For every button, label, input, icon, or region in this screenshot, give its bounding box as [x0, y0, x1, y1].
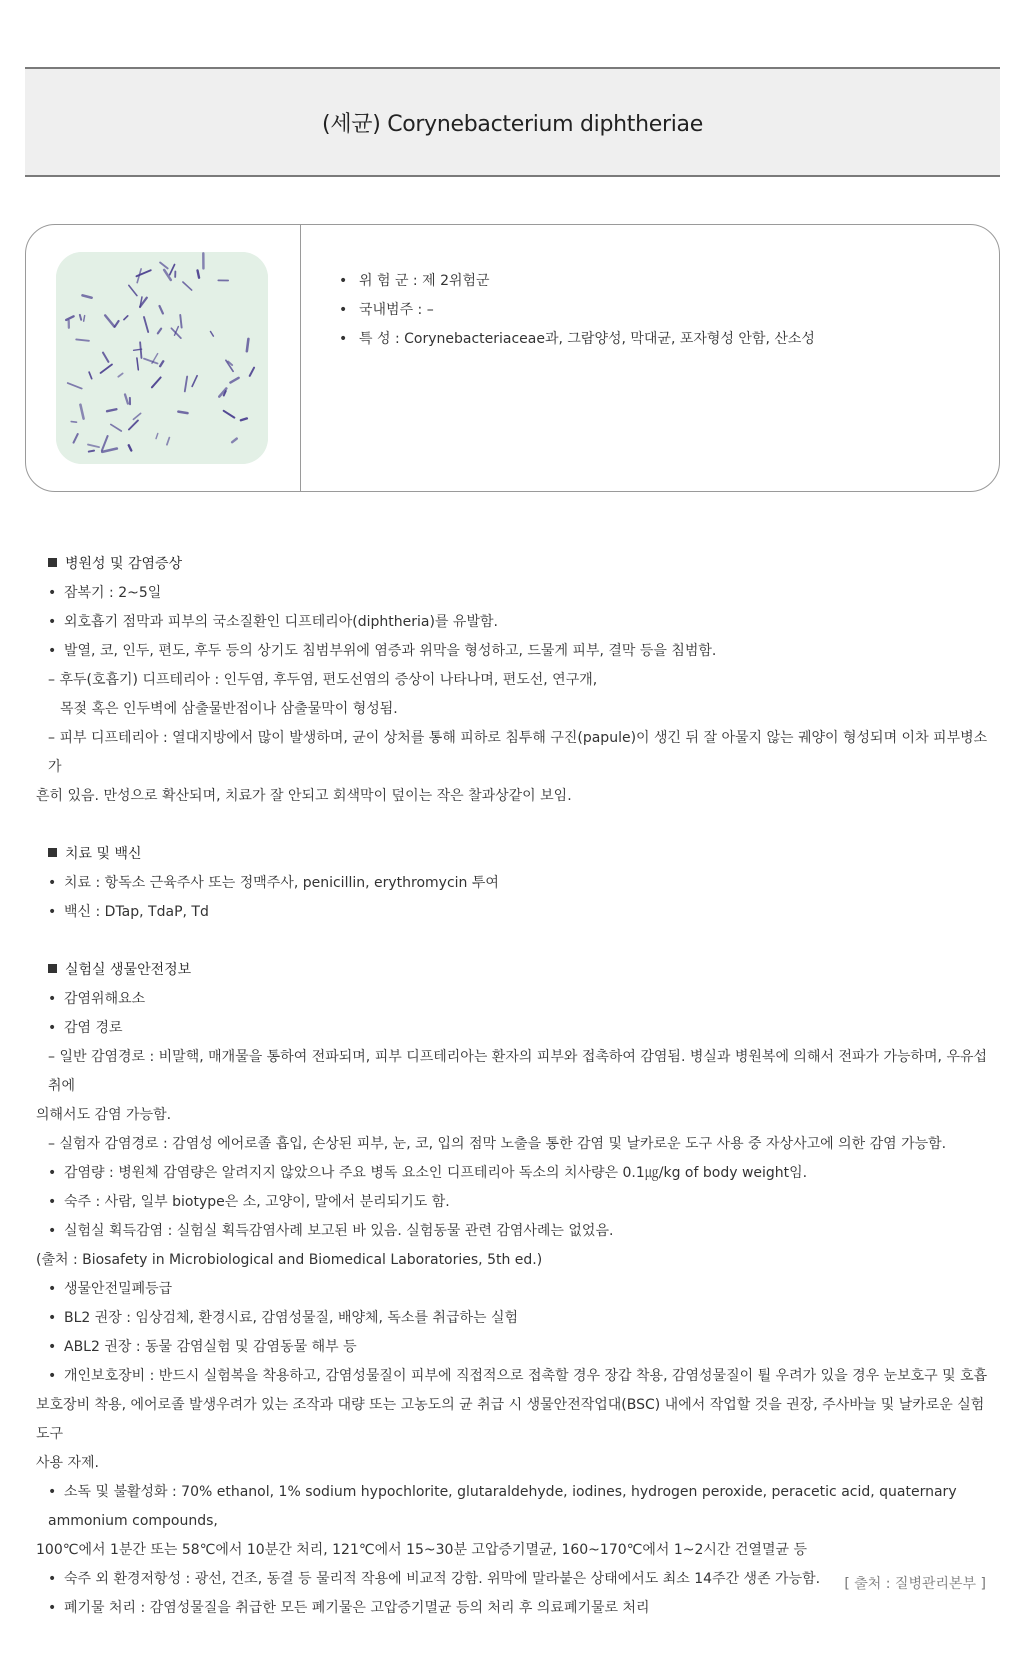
sub-item: – 일반 감염경로 : 비말핵, 매개물을 통하여 전파되며, 피부 디프테리아는 환자의 피부와 접촉하여 감염됨. 병실과 병원복에 의해서 전파가 가능하며, 우유섭취에 — [48, 1049, 988, 1094]
attr-domestic-category: • 국내범주 : – — [339, 302, 434, 318]
micrograph-image — [56, 252, 268, 464]
continuation-line: 보호장비 착용, 에어로졸 발생우려가 있는 조작과 대량 또는 고농도의 균 취급 시 생물안전작업대(BSC) 내에서 작업할 것을 권장, 주사바늘 및 날카로운 실험도구 — [36, 1397, 985, 1442]
attr-risk-group: • 위 험 군 : 제 2위험군 — [339, 273, 490, 289]
bacteria-micrograph — [56, 252, 268, 464]
list-item: • 감염량 : 병원체 감염량은 알려지지 않았으나 주요 병독 요소인 디프테리아 독소의 치사량은 0.1㎍/kg of body weight임. — [48, 1165, 808, 1181]
bacterium-rod — [198, 270, 200, 277]
list-item: • 잠복기 : 2~5일 — [48, 585, 162, 601]
attr-characteristics: • 특 성 : Corynebacteriaceae과, 그람양성, 막대균, 포자형성 안함, 산소성 — [339, 331, 815, 347]
square-bullet-icon — [48, 964, 57, 973]
list-item: • 실험실 획득감염 : 실험실 획득감염사례 보고된 바 있음. 실험동물 관련 감염사례는 없었음. — [48, 1223, 614, 1239]
bacterium-rod — [80, 315, 81, 320]
list-item: • 소독 및 불활성화 : 70% ethanol, 1% sodium hypochlorite, glutaraldehyde, iodines, hydrogen peroxide, peracetic acid, quaternary ammonium compounds, — [48, 1484, 957, 1529]
list-item: • 백신 : DTap, TdaP, Td — [48, 904, 209, 920]
sub-item: – 실험자 감염경로 : 감염성 에어로졸 흡입, 손상된 피부, 눈, 코, 입의 점막 노출을 통한 감염 및 날카로운 도구 사용 중 자상사고에 의한 감염 가능함. — [48, 1136, 947, 1152]
sub-item: – 피부 디프테리아 : 열대지방에서 많이 발생하며, 균이 상처를 통해 피하로 침투해 구진(papule)이 생긴 뒤 잘 아물지 않는 궤양이 형성되며 이차 피부병소가 — [48, 730, 988, 775]
info-card — [25, 224, 1000, 492]
section-heading-treatment: 치료 및 백신 — [48, 840, 996, 869]
list-item: • 폐기물 처리 : 감염성물질을 취급한 모든 폐기물은 고압증기멸균 등의 처리 후 의료폐기물로 처리 — [48, 1600, 650, 1616]
list-item: • 감염위해요소 — [48, 991, 146, 1007]
list-item: • ABL2 권장 : 동물 감염실험 및 감염동물 해부 등 — [48, 1339, 357, 1355]
section-heading-pathogenicity: 병원성 및 감염증상 — [48, 550, 996, 579]
square-bullet-icon — [48, 558, 57, 567]
bacterium-rod — [89, 451, 94, 452]
continuation-line: 목젖 혹은 인두벽에 삼출물반점이나 삼출물막이 형성됨. — [60, 701, 398, 717]
list-item: • 생물안전밀폐등급 — [48, 1281, 173, 1297]
title-band — [25, 67, 1000, 177]
list-item: • 개인보호장비 : 반드시 실험복을 착용하고, 감염성물질이 피부에 직접적으로 접촉할 경우 장갑 착용, 감염성물질이 튈 우려가 있을 경우 눈보호구 및 호흡 — [48, 1368, 988, 1384]
list-item: • 외호흡기 점막과 피부의 국소질환인 디프테리아(diphtheria)를 유발함. — [48, 614, 498, 630]
continuation-line: 100℃에서 1분간 또는 58℃에서 10분간 처리, 121℃에서 15~30분 고압증기멸균, 160~170℃에서 1~2시간 건열멸균 등 — [36, 1542, 807, 1558]
list-item: • 숙주 : 사람, 일부 biotype은 소, 고양이, 말에서 분리되기도 함. — [48, 1194, 450, 1210]
square-bullet-icon — [48, 848, 57, 857]
card-divider — [300, 225, 301, 491]
section-heading-biosafety: 실험실 생물안전정보 — [48, 956, 996, 985]
list-item: • 감염 경로 — [48, 1020, 123, 1036]
citation-line: (출처 : Biosafety in Microbiological and Biomedical Laboratories, 5th ed.) — [36, 1252, 543, 1268]
sub-item: – 후두(호흡기) 디프테리아 : 인두염, 후두염, 편도선염의 증상이 나타나며, 편도선, 연구개, — [48, 672, 598, 688]
source-note: [ 출처 : 질병관리본부 ] — [844, 1576, 986, 1592]
continuation-line: 흔히 있음. 만성으로 확산되며, 치료가 잘 안되고 회색막이 덮이는 작은 찰과상같이 보임. — [36, 788, 572, 804]
page-title: (세균) Corynebacterium diphtheriae — [322, 111, 703, 137]
list-item: • 발열, 코, 인두, 편도, 후두 등의 상기도 침범부위에 염증과 위막을 형성하고, 드물게 피부, 결막 등을 침범함. — [48, 643, 717, 659]
list-item: • 치료 : 항독소 근육주사 또는 정맥주사, penicillin, erythromycin 투여 — [48, 875, 499, 891]
continuation-line: 사용 자제. — [36, 1455, 99, 1471]
attribute-list — [339, 267, 815, 354]
continuation-line: 의해서도 감염 가능함. — [36, 1107, 172, 1123]
list-item: • BL2 권장 : 임상검체, 환경시료, 감염성물질, 배양체, 독소를 취급하는 실험 — [48, 1310, 519, 1326]
bacterium-rod — [178, 412, 187, 413]
list-item: • 숙주 외 환경저항성 : 광선, 건조, 동결 등 물리적 작용에 비교적 강함. 위막에 말라붙은 상태에서도 최소 14주간 생존 가능함. — [48, 1571, 821, 1587]
bacterium-rod — [247, 339, 249, 351]
content — [36, 550, 996, 1623]
bacterium-rod — [71, 422, 76, 423]
bacterium-rod — [84, 316, 85, 322]
